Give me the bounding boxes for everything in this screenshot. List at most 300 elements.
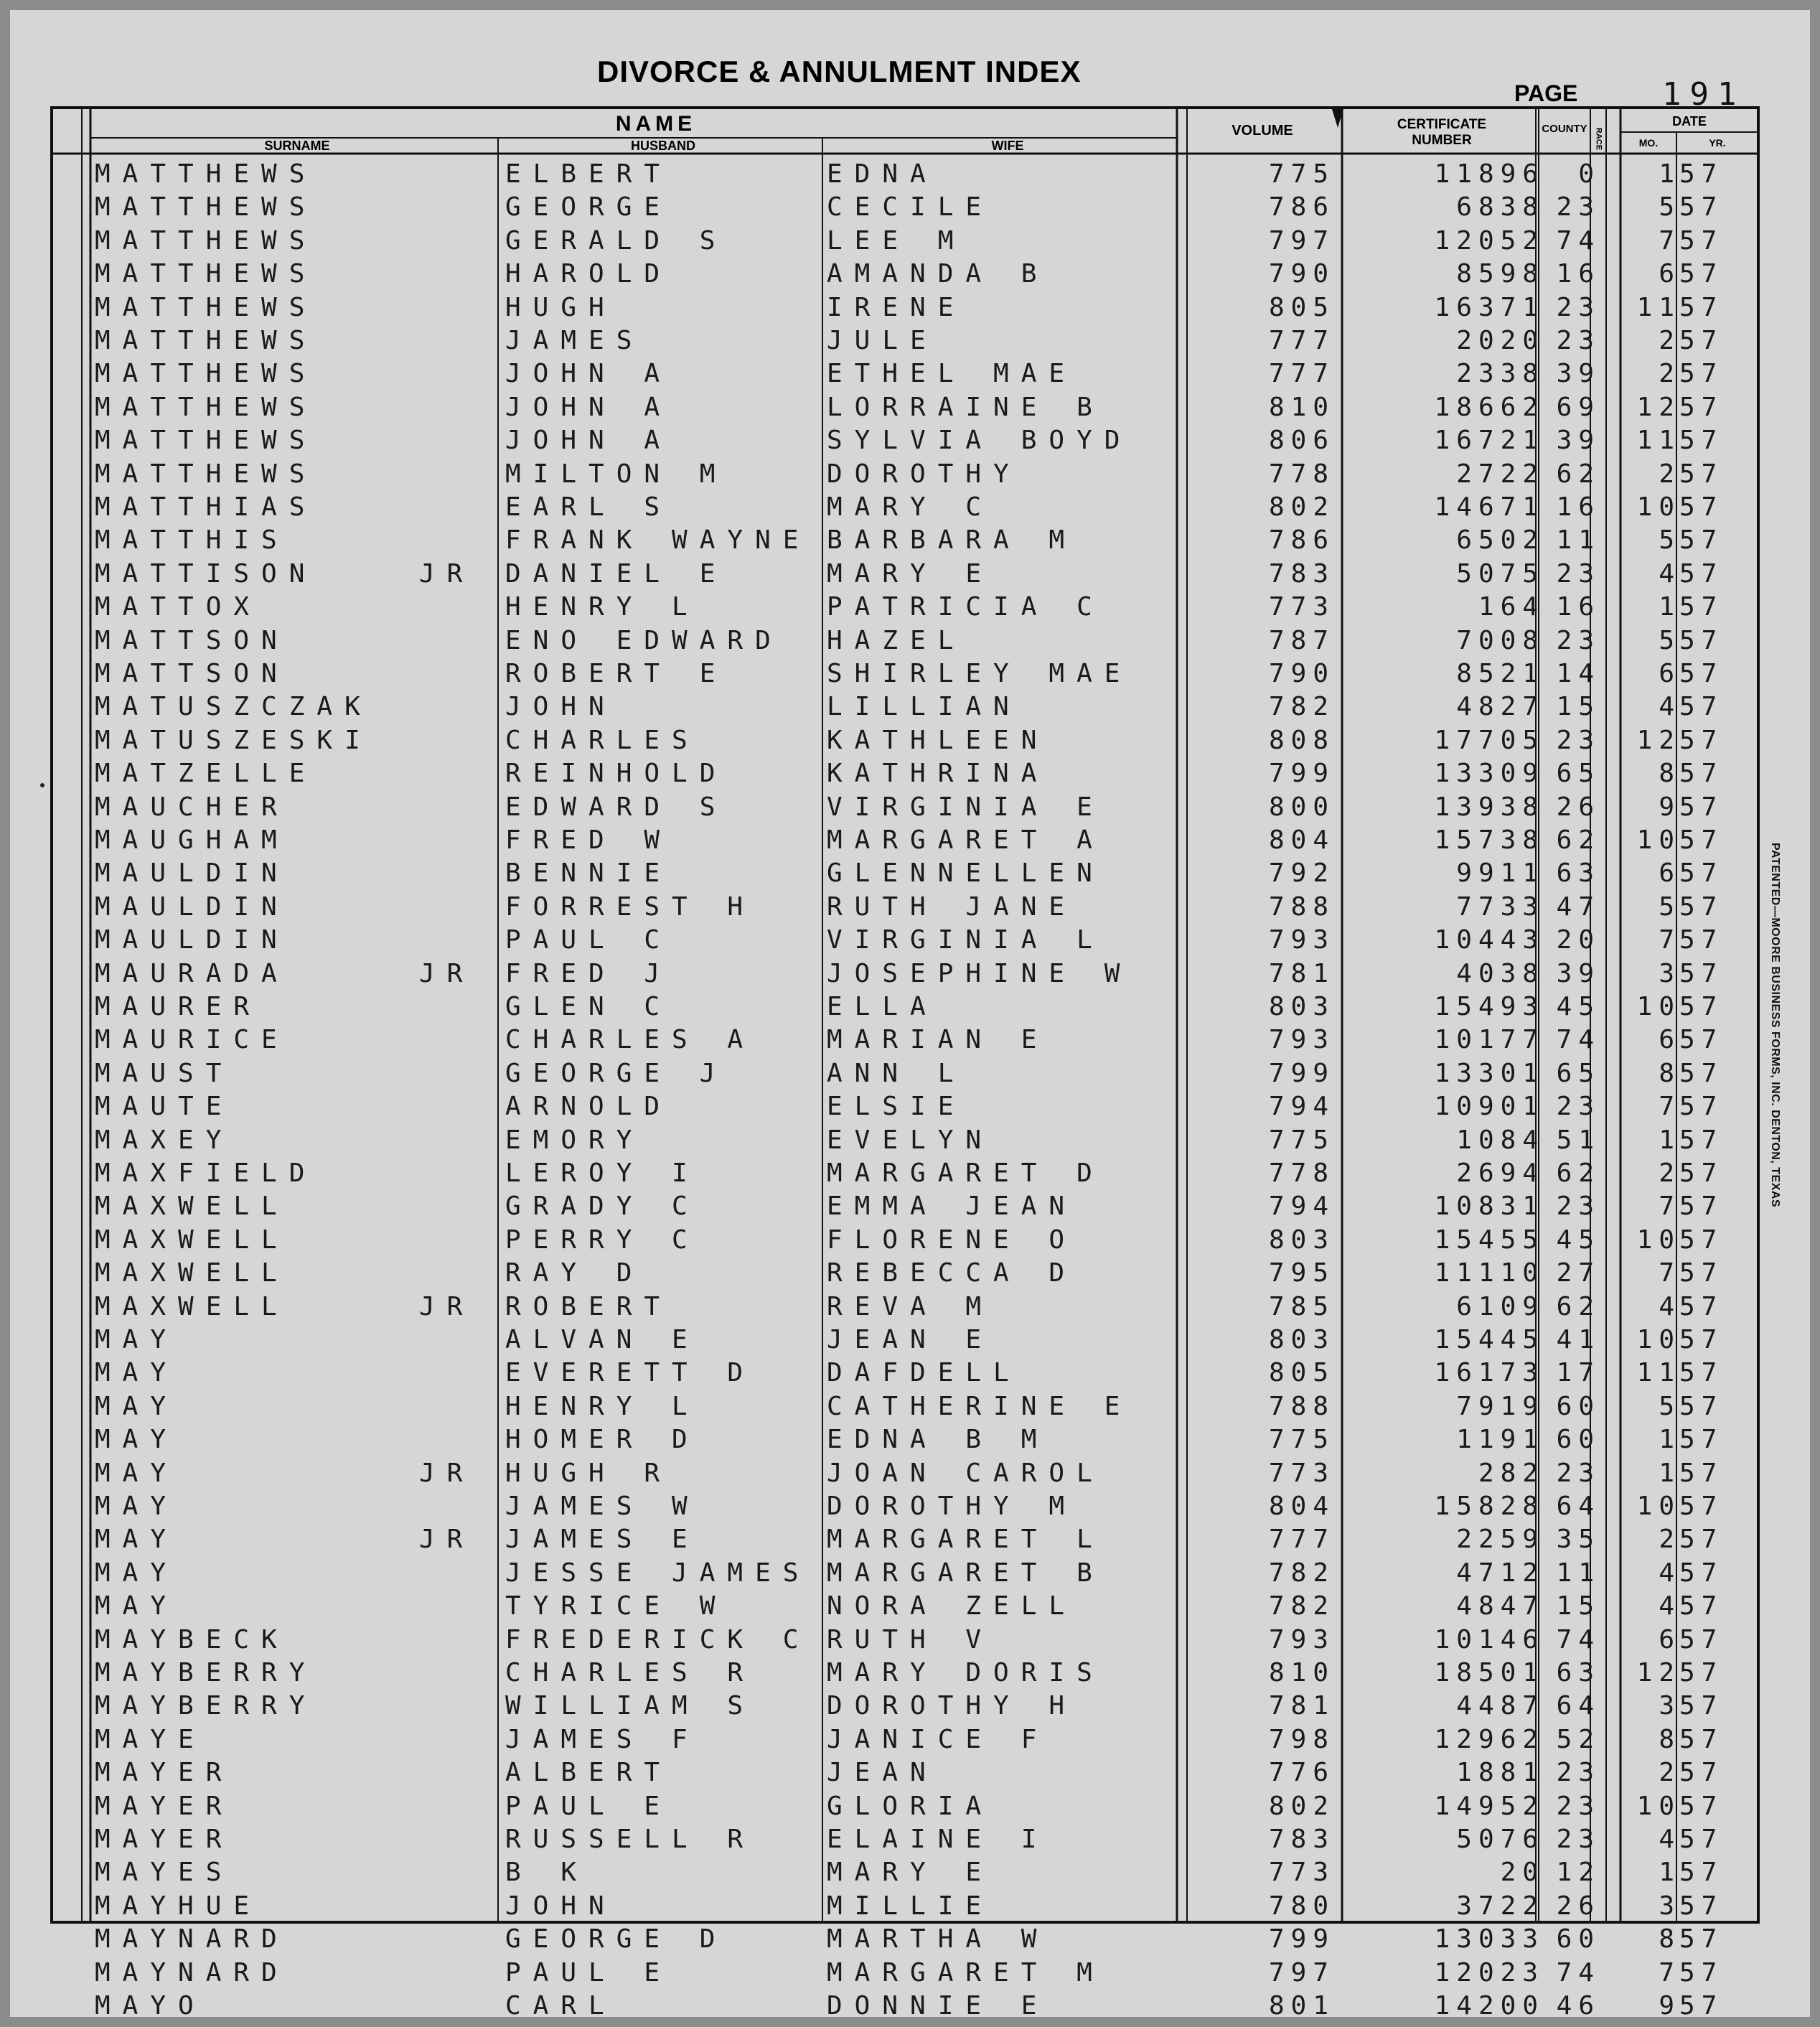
- volume-cell: 804: [1268, 825, 1335, 855]
- year-cell: 57: [1679, 1791, 1724, 1821]
- year-cell: 57: [1679, 1358, 1724, 1388]
- wife-cell: RUTH JANE: [827, 891, 1077, 922]
- month-cell: 8: [1659, 1058, 1681, 1088]
- surname-cell: MAY: [95, 1425, 179, 1455]
- volume-cell: 782: [1268, 692, 1335, 722]
- certificate-number-cell: 10443: [1434, 925, 1544, 955]
- year-cell: 57: [1679, 1291, 1724, 1321]
- volume-cell: 792: [1268, 858, 1335, 889]
- certificate-number-cell: 14952: [1434, 1791, 1544, 1821]
- month-cell: 5: [1659, 525, 1681, 556]
- volume-cell: 793: [1268, 925, 1335, 955]
- wife-cell: ELAINE I: [827, 1825, 1049, 1854]
- husband-cell: FREDERICK C: [505, 1624, 811, 1654]
- month-cell: 12: [1636, 725, 1681, 755]
- surname-cell: MAYBERRY: [95, 1691, 317, 1721]
- volume-cell: 790: [1268, 659, 1335, 688]
- table-row: [10, 1457, 1810, 1490]
- husband-cell: FRED J: [505, 958, 672, 988]
- husband-cell: REINHOLD: [505, 759, 728, 789]
- certificate-number-cell: 16371: [1434, 292, 1544, 322]
- volume-cell: 794: [1268, 1092, 1335, 1122]
- month-cell: 4: [1659, 1558, 1681, 1588]
- certificate-number-cell: 2020: [1456, 326, 1544, 355]
- table-row: [10, 357, 1810, 390]
- certificate-number-cell: 2722: [1456, 459, 1544, 489]
- surname-cell: MAULDIN: [95, 858, 289, 889]
- husband-cell: JAMES F: [505, 1724, 700, 1754]
- wife-cell: DOROTHY H: [827, 1691, 1077, 1721]
- surname-cell: MATTHEWS: [95, 192, 317, 223]
- volume-cell: 793: [1268, 1025, 1335, 1055]
- volume-cell: 782: [1268, 1558, 1335, 1588]
- surname-cell: MAYBECK: [95, 1624, 289, 1654]
- wife-cell: RUTH V: [827, 1624, 994, 1654]
- husband-cell: ENO EDWARD: [505, 625, 783, 655]
- month-cell: 1: [1659, 592, 1681, 622]
- certificate-number-cell: 11110: [1434, 1258, 1544, 1288]
- surname-cell: MAYES: [95, 1858, 234, 1888]
- month-cell: 5: [1659, 891, 1681, 922]
- county-cell: 52: [1556, 1724, 1600, 1754]
- suffix-cell: [419, 1190, 498, 1223]
- year-cell: 57: [1679, 1591, 1724, 1621]
- wife-cell: MILLIE: [827, 1891, 994, 1921]
- certificate-number-cell: 15738: [1434, 825, 1544, 855]
- county-cell: 45: [1556, 992, 1600, 1021]
- month-header: MO.: [1638, 137, 1659, 149]
- county-cell: 65: [1556, 759, 1600, 789]
- county-cell: 23: [1556, 1192, 1600, 1222]
- table-row: [10, 1723, 1810, 1756]
- table-row: [10, 691, 1810, 724]
- surname-cell: MATTHEWS: [95, 392, 317, 422]
- surname-cell: MAURER: [95, 992, 262, 1021]
- husband-cell: ROBERT E: [505, 659, 728, 688]
- husband-cell: RAY D: [505, 1258, 644, 1288]
- husband-cell: HUGH R: [505, 1458, 672, 1488]
- month-cell: 6: [1659, 659, 1681, 688]
- wife-cell: MARGARET B: [827, 1558, 1104, 1588]
- wife-cell: ETHEL MAE: [827, 359, 1077, 389]
- husband-cell: MILTON M: [505, 459, 728, 489]
- husband-cell: CHARLES: [505, 725, 700, 755]
- volume-cell: 788: [1268, 891, 1335, 922]
- suffix-cell: [419, 258, 498, 291]
- surname-cell: MATTHEWS: [95, 259, 317, 289]
- month-cell: 6: [1659, 1624, 1681, 1654]
- surname-header: SURNAME: [264, 139, 330, 153]
- wife-cell: EDNA B M: [827, 1425, 1049, 1455]
- certificate-number-cell: 12962: [1434, 1724, 1544, 1754]
- volume-cell: 799: [1268, 759, 1335, 789]
- suffix-cell: [419, 1090, 498, 1123]
- wife-cell: MARGARET A: [827, 825, 1104, 855]
- table-row: [10, 1657, 1810, 1690]
- suffix-cell: [419, 991, 498, 1024]
- county-cell: 62: [1556, 1291, 1600, 1321]
- suffix-cell: [419, 1024, 498, 1057]
- wife-cell: EDNA: [827, 159, 938, 189]
- volume-cell: 780: [1268, 1891, 1335, 1921]
- county-cell: 62: [1556, 825, 1600, 855]
- year-cell: 57: [1679, 759, 1724, 789]
- margin-mark: [40, 783, 44, 787]
- volume-cell: 804: [1268, 1492, 1335, 1521]
- volume-header: VOLUME: [1232, 123, 1293, 139]
- volume-cell: 788: [1268, 1391, 1335, 1421]
- month-cell: 2: [1659, 326, 1681, 355]
- suffix-cell: [419, 1124, 498, 1157]
- surname-cell: MATTSON: [95, 659, 289, 688]
- surname-cell: MAYER: [95, 1825, 234, 1854]
- county-cell: 46: [1556, 1991, 1600, 2021]
- certificate-number-cell: 16721: [1434, 426, 1544, 456]
- surname-cell: MAXWELL: [95, 1225, 289, 1255]
- month-cell: 6: [1659, 858, 1681, 889]
- county-cell: 63: [1556, 858, 1600, 889]
- county-cell: 60: [1556, 1924, 1600, 1955]
- surname-cell: MAUGHAM: [95, 825, 289, 855]
- surname-cell: MATTSON: [95, 625, 289, 655]
- county-cell: 74: [1556, 1957, 1600, 1988]
- volume-cell: 794: [1268, 1192, 1335, 1222]
- table-row: [10, 1590, 1810, 1623]
- year-cell: 57: [1679, 1858, 1724, 1888]
- suffix-cell: [419, 857, 498, 890]
- month-cell: 11: [1636, 1358, 1681, 1388]
- wife-cell: JEAN: [827, 1758, 938, 1788]
- table-row: [10, 1756, 1810, 1789]
- volume-cell: 797: [1268, 225, 1335, 256]
- county-cell: 20: [1556, 925, 1600, 955]
- suffix-cell: JR: [419, 1291, 475, 1321]
- surname-cell: MAY: [95, 1358, 179, 1388]
- surname-cell: MAY: [95, 1558, 179, 1588]
- wife-cell: MARY E: [827, 1858, 994, 1888]
- year-cell: 57: [1679, 592, 1724, 622]
- wife-cell: ELLA: [827, 992, 938, 1021]
- surname-cell: MAURADA: [95, 958, 289, 988]
- table-row: [10, 1923, 1810, 1956]
- table-row: [10, 1090, 1810, 1123]
- table-row: [10, 1490, 1810, 1523]
- volume-cell: 803: [1268, 1325, 1335, 1354]
- suffix-cell: [419, 1557, 498, 1590]
- certificate-number-cell: 8521: [1456, 659, 1544, 688]
- surname-cell: MAXWELL: [95, 1192, 289, 1222]
- certificate-number-cell: 4712: [1456, 1558, 1544, 1588]
- table-row: [10, 891, 1810, 924]
- table-row: [10, 1157, 1810, 1190]
- table-row: [10, 1190, 1810, 1223]
- table-row: [10, 1690, 1810, 1723]
- volume-cell: 802: [1268, 1791, 1335, 1821]
- surname-cell: MAUST: [95, 1058, 234, 1088]
- certificate-number-cell: 10901: [1434, 1092, 1544, 1122]
- table-row: [10, 1124, 1810, 1157]
- county-cell: 39: [1556, 958, 1600, 988]
- surname-cell: MAY: [95, 1391, 179, 1421]
- year-cell: 57: [1679, 891, 1724, 922]
- month-cell: 12: [1636, 1658, 1681, 1687]
- volume-cell: 800: [1268, 792, 1335, 822]
- county-cell: 60: [1556, 1391, 1600, 1421]
- suffix-cell: [419, 1923, 498, 1956]
- month-cell: 7: [1659, 1092, 1681, 1122]
- year-cell: 57: [1679, 1924, 1724, 1955]
- year-cell: 57: [1679, 1957, 1724, 1988]
- month-cell: 8: [1659, 1924, 1681, 1955]
- year-cell: 57: [1679, 925, 1724, 955]
- year-cell: 57: [1679, 292, 1724, 322]
- month-cell: 4: [1659, 558, 1681, 589]
- page-title: DIVORCE & ANNULMENT INDEX: [597, 55, 1082, 88]
- wife-cell: EVELYN: [827, 1125, 994, 1155]
- volume-cell: 781: [1268, 958, 1335, 988]
- surname-cell: MATZELLE: [95, 759, 317, 789]
- volume-cell: 777: [1268, 1525, 1335, 1555]
- surname-cell: MAY: [95, 1325, 179, 1354]
- husband-cell: HENRY L: [505, 1391, 700, 1421]
- suffix-cell: [419, 1057, 498, 1090]
- year-cell: 57: [1679, 1891, 1724, 1921]
- wife-cell: AMANDA B: [827, 259, 1049, 289]
- certificate-number-cell: 10146: [1434, 1624, 1544, 1654]
- surname-cell: MAYER: [95, 1791, 234, 1821]
- suffix-cell: JR: [419, 958, 475, 988]
- wife-cell: VIRGINIA L: [827, 925, 1104, 955]
- year-cell: 57: [1679, 1458, 1724, 1488]
- volume-cell: 776: [1268, 1758, 1335, 1788]
- month-cell: 3: [1659, 958, 1681, 988]
- county-cell: 23: [1556, 1791, 1600, 1821]
- suffix-cell: [419, 1856, 498, 1889]
- wife-cell: DOROTHY: [827, 459, 1021, 489]
- suffix-cell: [419, 591, 498, 624]
- certificate-number-cell: 1084: [1456, 1125, 1544, 1155]
- wife-header: WIFE: [991, 139, 1024, 153]
- volume-cell: 781: [1268, 1691, 1335, 1721]
- table-row: [10, 191, 1810, 224]
- month-cell: 8: [1659, 759, 1681, 789]
- volume-cell: 782: [1268, 1591, 1335, 1621]
- wife-cell: BARBARA M: [827, 525, 1077, 556]
- wife-cell: JANICE F: [827, 1724, 1049, 1754]
- certificate-number-cell: 5076: [1456, 1825, 1544, 1854]
- wife-cell: HAZEL: [827, 625, 966, 655]
- husband-cell: FRED W: [505, 825, 672, 855]
- year-cell: 57: [1679, 692, 1724, 722]
- husband-cell: RUSSELL R: [505, 1825, 756, 1854]
- table-row: [10, 424, 1810, 457]
- suffix-cell: [419, 1423, 498, 1456]
- month-cell: 10: [1636, 1325, 1681, 1354]
- husband-cell: JESSE JAMES: [505, 1558, 811, 1588]
- husband-cell: BENNIE: [505, 858, 672, 889]
- month-cell: 8: [1659, 1724, 1681, 1754]
- table-row: [10, 558, 1810, 591]
- table-row: [10, 1890, 1810, 1923]
- county-cell: 51: [1556, 1125, 1600, 1155]
- county-cell: 23: [1556, 1458, 1600, 1488]
- year-cell: 57: [1679, 1225, 1724, 1255]
- wife-cell: DAFDELL: [827, 1358, 1021, 1388]
- surname-cell: MAXWELL: [95, 1291, 289, 1321]
- certificate-number-cell: 2694: [1456, 1158, 1544, 1188]
- table-row: [10, 1823, 1810, 1856]
- volume-cell: 775: [1268, 159, 1335, 189]
- surname-cell: MAULDIN: [95, 925, 289, 955]
- county-header: COUNTY: [1542, 123, 1587, 135]
- certificate-number-cell: 18501: [1434, 1658, 1544, 1687]
- table-row: [10, 757, 1810, 790]
- wife-cell: MARY E: [827, 558, 994, 589]
- certificate-number-cell: 11896: [1434, 159, 1544, 189]
- table-row: [10, 1324, 1810, 1357]
- surname-cell: MAYER: [95, 1758, 234, 1788]
- month-cell: 7: [1659, 1258, 1681, 1288]
- table-row: [10, 225, 1810, 258]
- suffix-cell: [419, 624, 498, 657]
- table-row: [10, 258, 1810, 291]
- suffix-cell: [419, 491, 498, 524]
- surname-cell: MAYHUE: [95, 1891, 262, 1921]
- wife-cell: DOROTHY M: [827, 1492, 1077, 1521]
- wife-cell: DONNIE E: [827, 1991, 1049, 2021]
- volume-cell: 783: [1268, 1825, 1335, 1854]
- volume-cell: 787: [1268, 625, 1335, 655]
- year-cell: 57: [1679, 825, 1724, 855]
- surname-cell: MAYO: [95, 1991, 206, 2021]
- certificate-number-cell: 4847: [1456, 1591, 1544, 1621]
- volume-cell: 805: [1268, 1358, 1335, 1388]
- certificate-number-cell: 14671: [1434, 492, 1544, 522]
- county-cell: 16: [1556, 492, 1600, 522]
- surname-cell: MAY: [95, 1458, 179, 1488]
- husband-cell: GEORGE J: [505, 1058, 728, 1088]
- year-cell: 57: [1679, 359, 1724, 389]
- year-cell: 57: [1679, 159, 1724, 189]
- year-cell: 57: [1679, 958, 1724, 988]
- county-cell: 74: [1556, 1624, 1600, 1654]
- certificate-number-cell: 4487: [1456, 1691, 1544, 1721]
- year-cell: 57: [1679, 326, 1724, 355]
- surname-cell: MATTHIS: [95, 525, 289, 556]
- wife-cell: IRENE: [827, 292, 966, 322]
- year-cell: 57: [1679, 1092, 1724, 1122]
- wife-cell: JOAN CAROL: [827, 1458, 1104, 1488]
- wife-cell: CATHERINE E: [827, 1391, 1132, 1421]
- year-cell: 57: [1679, 1758, 1724, 1788]
- year-cell: 57: [1679, 1691, 1724, 1721]
- surname-cell: MAYNARD: [95, 1924, 289, 1955]
- year-cell: 57: [1679, 1825, 1724, 1854]
- volume-cell: 805: [1268, 292, 1335, 322]
- wife-cell: MARY C: [827, 492, 994, 522]
- husband-cell: EARL S: [505, 492, 672, 522]
- husband-cell: JAMES W: [505, 1492, 700, 1521]
- wife-cell: ANN L: [827, 1058, 966, 1088]
- month-cell: 10: [1636, 1492, 1681, 1521]
- certificate-number-cell: 15455: [1434, 1225, 1544, 1255]
- husband-cell: HOMER D: [505, 1425, 700, 1455]
- certificate-number-cell: 282: [1478, 1458, 1544, 1488]
- month-cell: 10: [1636, 1791, 1681, 1821]
- suffix-cell: [419, 1756, 498, 1789]
- suffix-cell: [419, 824, 498, 857]
- husband-cell: B K: [505, 1858, 589, 1888]
- year-cell: 57: [1679, 725, 1724, 755]
- county-cell: 26: [1556, 1891, 1600, 1921]
- suffix-cell: [419, 458, 498, 491]
- suffix-cell: [419, 1224, 498, 1257]
- suffix-cell: [419, 191, 498, 224]
- race-header: RACE: [1594, 127, 1603, 151]
- volume-cell: 810: [1268, 1658, 1335, 1687]
- suffix-cell: [419, 158, 498, 191]
- county-cell: 41: [1556, 1325, 1600, 1354]
- suffix-cell: JR: [419, 1458, 475, 1488]
- husband-cell: FRANK WAYNE: [505, 525, 811, 556]
- certificate-number-cell: 10177: [1434, 1025, 1544, 1055]
- certificate-number-cell: 13301: [1434, 1058, 1544, 1088]
- county-cell: 16: [1556, 592, 1600, 622]
- certificate-number-cell: 17705: [1434, 725, 1544, 755]
- table-row: [10, 1390, 1810, 1423]
- husband-cell: CARL: [505, 1991, 616, 2021]
- county-cell: 17: [1556, 1358, 1600, 1388]
- surname-cell: MATUSZCZAK: [95, 692, 372, 722]
- month-cell: 2: [1659, 1525, 1681, 1555]
- month-cell: 5: [1659, 625, 1681, 655]
- table-row: [10, 1024, 1810, 1057]
- year-cell: 57: [1679, 1258, 1724, 1288]
- county-cell: 23: [1556, 558, 1600, 589]
- volume-cell: 810: [1268, 392, 1335, 422]
- year-cell: 57: [1679, 992, 1724, 1021]
- suffix-cell: [419, 391, 498, 424]
- volume-cell: 775: [1268, 1125, 1335, 1155]
- county-cell: 35: [1556, 1525, 1600, 1555]
- husband-cell: LEROY I: [505, 1158, 700, 1188]
- surname-cell: MATTHEWS: [95, 159, 317, 189]
- year-cell: 57: [1679, 1558, 1724, 1588]
- county-cell: 11: [1556, 525, 1600, 556]
- suffix-cell: [419, 524, 498, 557]
- table-row: [10, 1990, 1810, 2023]
- wife-cell: MARGARET D: [827, 1158, 1104, 1188]
- year-cell: 57: [1679, 1724, 1724, 1754]
- volume-cell: 795: [1268, 1258, 1335, 1288]
- month-cell: 11: [1636, 426, 1681, 456]
- table-row: [10, 291, 1810, 324]
- volume-cell: 803: [1268, 992, 1335, 1021]
- county-cell: 0: [1578, 159, 1600, 189]
- page-number: 191: [1662, 76, 1745, 113]
- county-cell: 12: [1556, 1858, 1600, 1888]
- year-cell: 57: [1679, 1624, 1724, 1654]
- table-row: [10, 1557, 1810, 1590]
- certificate-number-cell: 15445: [1434, 1325, 1544, 1354]
- number-header: NUMBER: [1412, 133, 1472, 148]
- certificate-number-cell: 6502: [1456, 525, 1544, 556]
- volume-cell: 806: [1268, 426, 1335, 456]
- husband-cell: WILLIAM S: [505, 1691, 756, 1721]
- county-cell: 14: [1556, 659, 1600, 688]
- county-cell: 26: [1556, 792, 1600, 822]
- month-cell: 9: [1659, 1991, 1681, 2021]
